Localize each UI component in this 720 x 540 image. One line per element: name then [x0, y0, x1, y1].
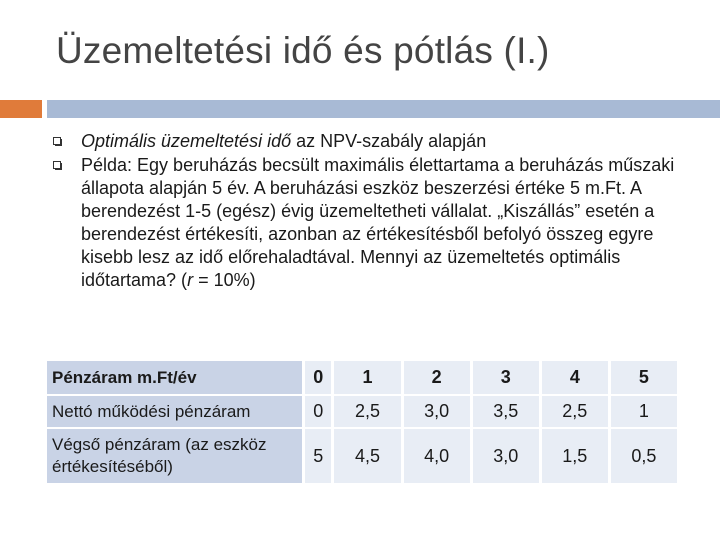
square-bullet-icon: [53, 137, 61, 145]
table-row: [47, 396, 677, 427]
slide-title: Üzemeltetési idő és pótlás (I.): [56, 30, 550, 71]
accent-bar-blue: [47, 100, 720, 118]
row-header: Végső pénzáram (az eszköz értékesítéséből): [47, 429, 302, 483]
cashflow-table: [47, 359, 677, 485]
table-cell: 3,5: [473, 396, 539, 427]
table-cell: 2,5: [542, 396, 608, 427]
table-cell: 4,5: [334, 429, 400, 483]
rate-value: = 10%): [193, 270, 256, 290]
bullet-list: [52, 130, 692, 293]
table-cell: 5: [305, 429, 331, 483]
example-text: Példa: Egy beruházás becsült maximális élettartama a beruházás műszaki állapota alapján 5 év. A beruházási eszköz beszerzési értéke 5 m.Ft. A berendezést 1-5 (egész) évig üzemeltetheti vállalat. „Kiszállás” esetén a berendezést értékesíti, azonban az értékesítésből befolyó összeg egyre kisebb lesz az idő előrehaladtával. Mennyi az üzemeltetés optimális időtartama? (: [81, 155, 675, 290]
table-cell: 3,0: [473, 429, 539, 483]
table-cell: 3: [473, 361, 539, 394]
table-cell: 0: [305, 361, 331, 394]
bullet-item-optimal-time: [52, 130, 692, 153]
table-cell: 4: [542, 361, 608, 394]
accent-bar-orange: [0, 100, 42, 118]
bullet-italic-term: Optimális üzemeltetési idő: [81, 131, 292, 151]
table-cell: 0,5: [611, 429, 677, 483]
table-cell: 1,5: [542, 429, 608, 483]
rate-symbol: r: [187, 270, 194, 290]
table-cell: 1: [334, 361, 400, 394]
table-cell: 2,5: [334, 396, 400, 427]
table-cell: 2: [404, 361, 470, 394]
row-header: Nettó működési pénzáram: [47, 396, 302, 427]
table-cell: 0: [305, 396, 331, 427]
table-cell: 3,0: [404, 396, 470, 427]
table-row: [47, 361, 677, 394]
square-bullet-icon: [53, 161, 61, 169]
table-row: [47, 429, 677, 483]
row-header: Pénzáram m.Ft/év: [47, 361, 302, 394]
table-cell: 5: [611, 361, 677, 394]
table-cell: 4,0: [404, 429, 470, 483]
table-cell: 1: [611, 396, 677, 427]
bullet-item-example: [52, 154, 692, 292]
bullet-text: az NPV-szabály alapján: [291, 131, 487, 151]
